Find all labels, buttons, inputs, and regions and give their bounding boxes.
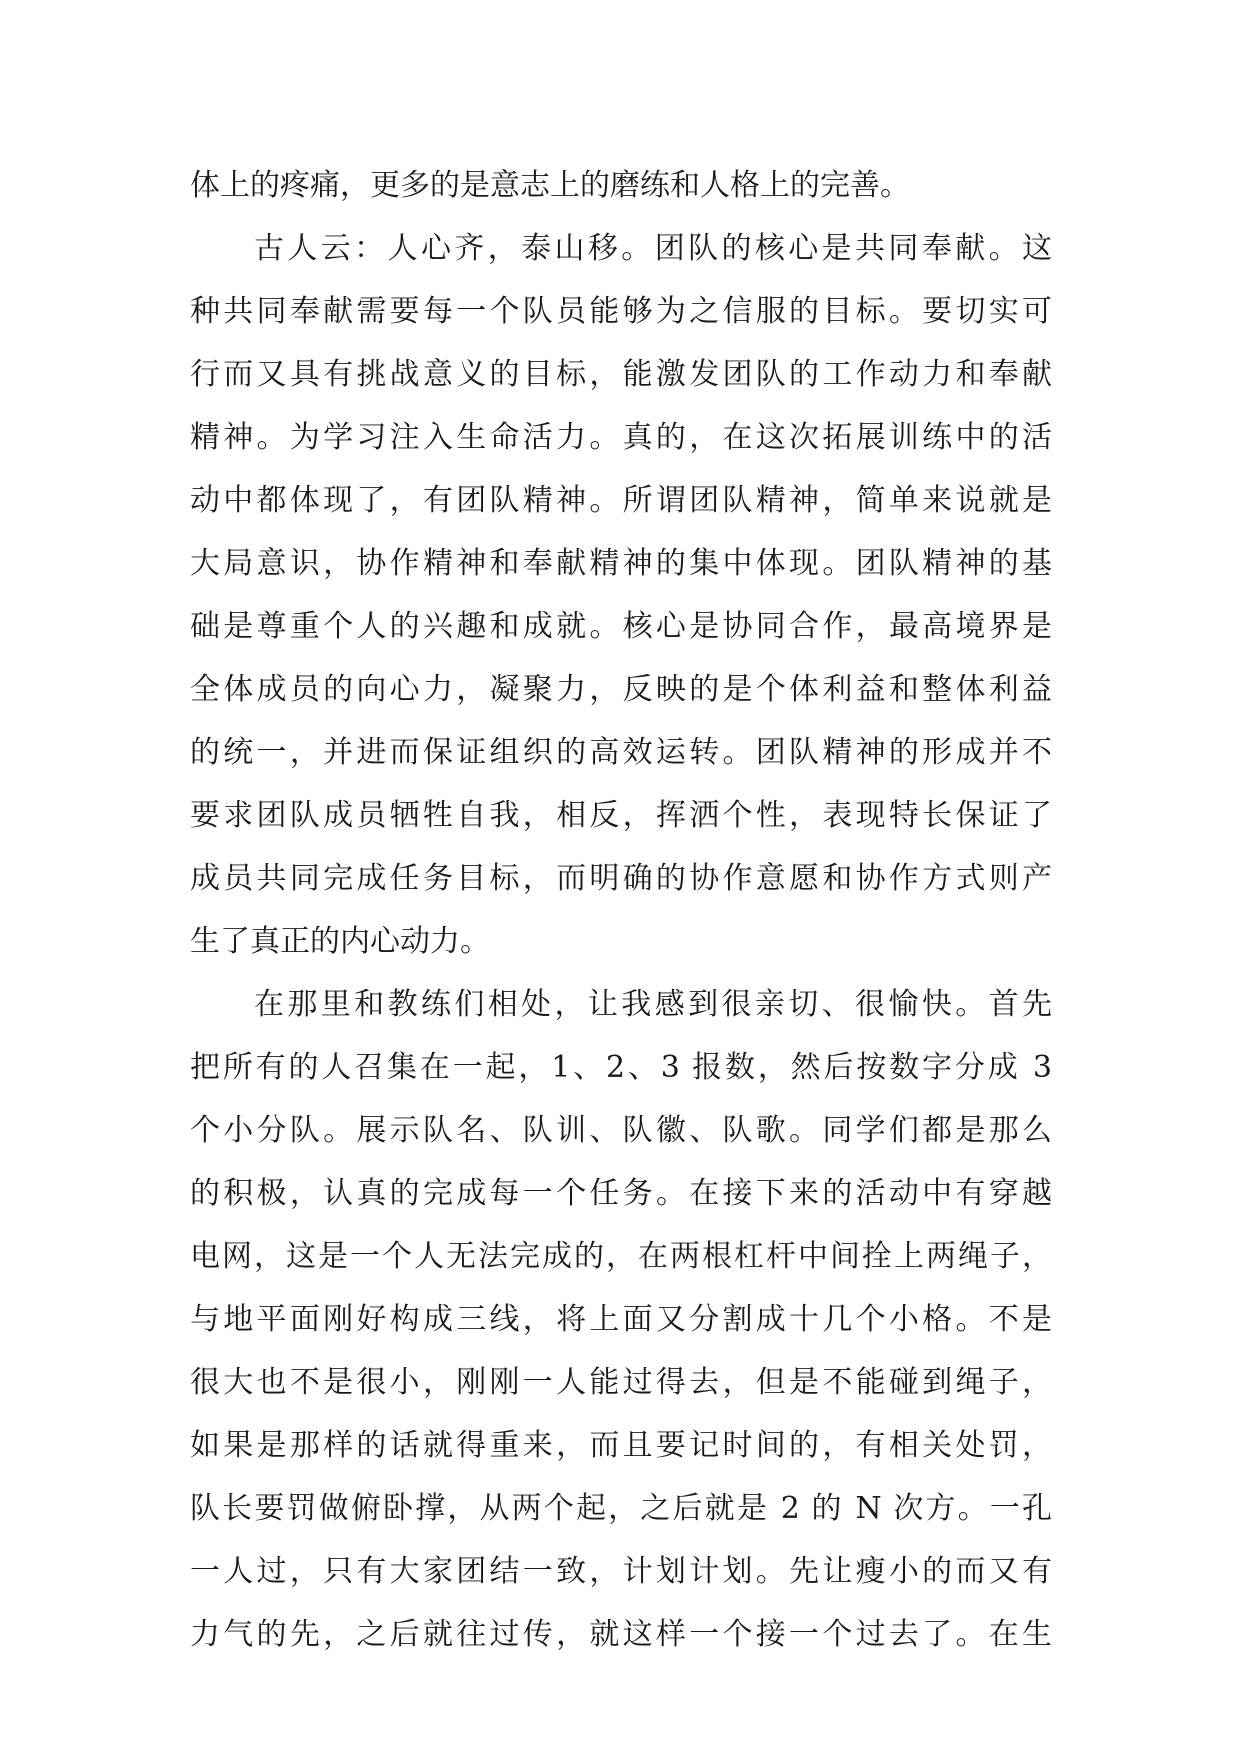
text-line: 队长要罚做俯卧撑，从两个起，之后就是 2 的 N 次方。一孔: [190, 1491, 1052, 1526]
text-line: 行而又具有挑战意义的目标，能激发团队的工作动力和奉献: [190, 357, 1052, 392]
text-line: 全体成员的向心力，凝聚力，反映的是个体利益和整体利益: [190, 672, 1052, 707]
text-line: 与地平面刚好构成三线，将上面又分割成十几个小格。不是: [190, 1302, 1052, 1337]
text-line: 一人过，只有大家团结一致，计划计划。先让瘦小的而又有: [190, 1554, 1052, 1589]
text-line: 力气的先，之后就往过传，就这样一个接一个过去了。在生: [190, 1617, 1052, 1652]
text-line: 体上的疼痛，更多的是意志上的磨练和人格上的完善。: [190, 168, 910, 203]
text-line: 种共同奉献需要每一个队员能够为之信服的目标。要切实可: [190, 294, 1052, 329]
text-line: 个小分队。展示队名、队训、队徽、队歌。同学们都是那么: [190, 1113, 1052, 1148]
text-line: 把所有的人召集在一起，1、2、3 报数，然后按数字分成 3: [190, 1050, 1052, 1085]
document-body: [190, 154, 1052, 1666]
text-line: 在那里和教练们相处，让我感到很亲切、很愉快。首先: [254, 987, 1052, 1022]
text-line: 如果是那样的话就得重来，而且要记时间的，有相关处罚，: [190, 1428, 1052, 1463]
text-line: 要求团队成员牺牲自我，相反，挥洒个性，表现特长保证了: [190, 798, 1052, 833]
text-line: 动中都体现了，有团队精神。所谓团队精神，简单来说就是: [190, 483, 1052, 518]
text-line: 古人云：人心齐，泰山移。团队的核心是共同奉献。这: [254, 231, 1052, 266]
text-line: 的统一，并进而保证组织的高效运转。团队精神的形成并不: [190, 735, 1052, 770]
text-line: 很大也不是很小，刚刚一人能过得去，但是不能碰到绳子，: [190, 1365, 1052, 1400]
text-line: 大局意识，协作精神和奉献精神的集中体现。团队精神的基: [190, 546, 1052, 581]
text-line: 精神。为学习注入生命活力。真的，在这次拓展训练中的活: [190, 420, 1052, 455]
text-line: 础是尊重个人的兴趣和成就。核心是协同合作，最高境界是: [190, 609, 1052, 644]
text-line: 的积极，认真的完成每一个任务。在接下来的活动中有穿越: [190, 1176, 1052, 1211]
text-line: 生了真正的内心动力。: [190, 924, 490, 959]
text-line: 成员共同完成任务目标，而明确的协作意愿和协作方式则产: [190, 861, 1052, 896]
text-line: 电网，这是一个人无法完成的，在两根杠杆中间拴上两绳子，: [190, 1239, 1052, 1274]
